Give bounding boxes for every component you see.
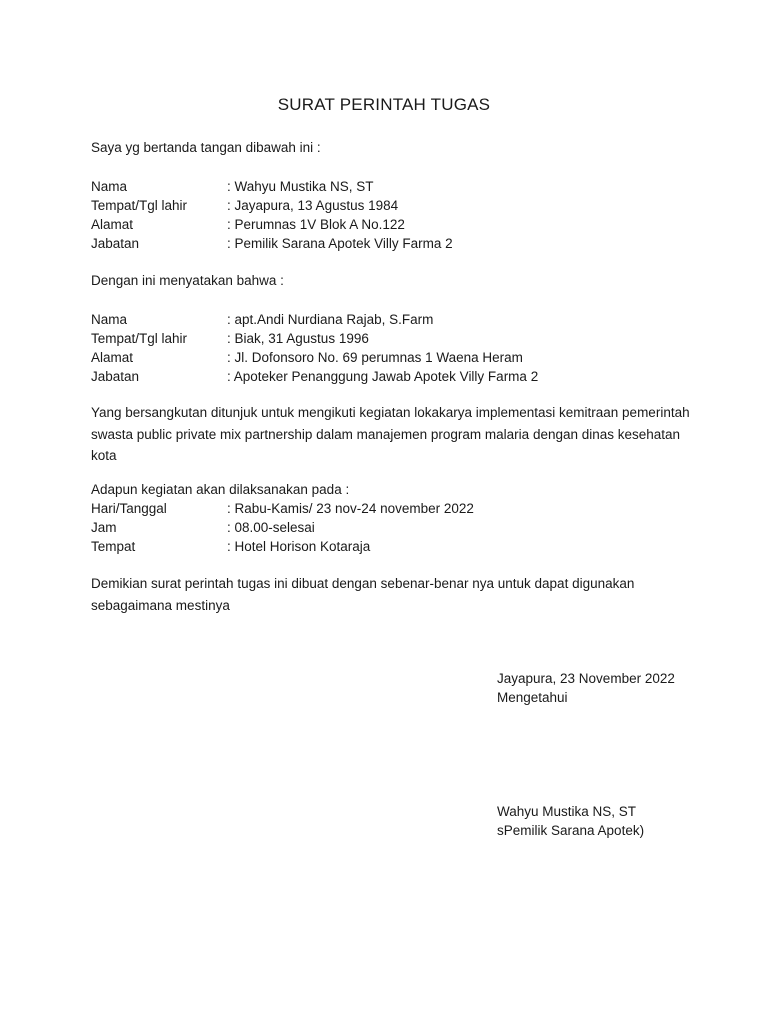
signer-label: Tempat/Tgl lahir [91, 198, 188, 213]
closing-paragraph: Demikian surat perintah tugas ini dibuat dengan sebenar-benar nya untuk dapat digunakan sebagaimana mestinya [91, 576, 635, 613]
signer-row [91, 234, 453, 253]
document-title: SURAT PERINTAH TUGAS [277, 95, 491, 114]
signer-row [91, 177, 374, 196]
signer-value: : Perumnas 1V Blok A No.122 [227, 217, 405, 232]
signer-value: : Pemilik Sarana Apotek Villy Farma 2 [227, 236, 453, 251]
intro-text: Saya yg bertanda tangan dibawah ini : [91, 140, 321, 155]
schedule-row [91, 518, 315, 537]
purpose-paragraph: Yang bersangkutan ditunjuk untuk mengikuti kegiatan lokakarya implementasi kemitraan pemerintah swasta public private mix partnership dalam manajemen program malaria dengan dinas kesehatan kota [91, 405, 690, 463]
assignee-value: : Biak, 31 Agustus 1996 [227, 331, 369, 346]
statement-text: Dengan ini menyatakan bahwa : [91, 273, 284, 288]
schedule-label: Hari/Tanggal [91, 501, 167, 516]
assignee-row [91, 367, 538, 386]
assignee-label: Alamat [91, 350, 134, 365]
signature-name: Wahyu Mustika NS, ST [497, 804, 637, 819]
schedule-label: Tempat [91, 539, 136, 554]
assignee-row [91, 348, 523, 367]
signer-value: : Wahyu Mustika NS, ST [227, 179, 374, 194]
signature-position: sPemilik Sarana Apotek) [497, 823, 645, 838]
schedule-row [91, 499, 474, 518]
assignee-row [91, 329, 369, 348]
assignee-label: Nama [91, 312, 128, 327]
schedule-intro: Adapun kegiatan akan dilaksanakan pada : [91, 482, 350, 497]
schedule-row [91, 537, 370, 556]
signer-label: Nama [91, 179, 128, 194]
signature-place-date: Jayapura, 23 November 2022 [497, 671, 675, 686]
schedule-value: : 08.00-selesai [227, 520, 315, 535]
signer-row [91, 196, 398, 215]
assignee-value: : apt.Andi Nurdiana Rajab, S.Farm [227, 312, 434, 327]
signer-row [91, 215, 405, 234]
signer-value: : Jayapura, 13 Agustus 1984 [227, 198, 399, 213]
schedule-value: : Hotel Horison Kotaraja [227, 539, 371, 554]
assignee-value: : Apoteker Penanggung Jawab Apotek Villy Farma 2 [227, 369, 539, 384]
schedule-value: : Rabu-Kamis/ 23 nov-24 november 2022 [227, 501, 474, 516]
assignee-value: : Jl. Dofonsoro No. 69 perumnas 1 Waena Heram [227, 350, 523, 365]
signer-label: Jabatan [91, 236, 140, 251]
schedule-label: Jam [91, 520, 117, 535]
assignee-row [91, 310, 433, 329]
assignee-label: Jabatan [91, 369, 140, 384]
signer-label: Alamat [91, 217, 134, 232]
signature-acknowledged: Mengetahui [497, 690, 568, 705]
assignee-label: Tempat/Tgl lahir [91, 331, 188, 346]
